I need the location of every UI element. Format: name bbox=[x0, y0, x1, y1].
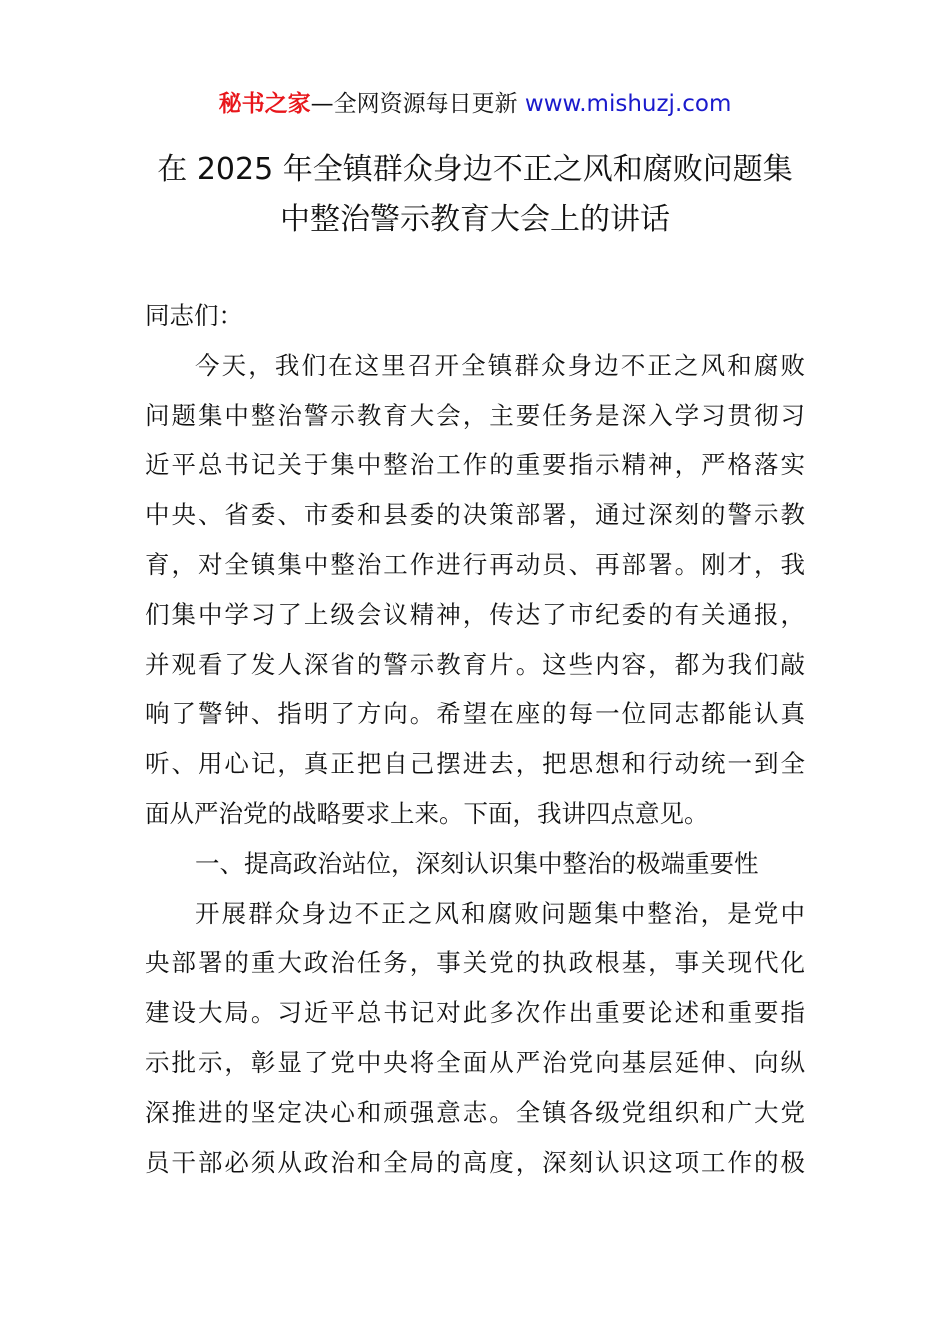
header-tagline: —全网资源每日更新 bbox=[310, 91, 525, 117]
document-body bbox=[145, 294, 805, 1190]
text-line: 员干部必须从政治和全局的高度，深刻认识这项工作的极 bbox=[145, 1147, 805, 1177]
text-line: 央部署的重大政治任务，事关党的执政根基，事关现代化 bbox=[145, 948, 805, 978]
title-line-1: 在 2025 年全镇群众身边不正之风和腐败问题集 bbox=[157, 152, 793, 187]
text-line: 听、用心记，真正把自己摆进去，把思想和行动统一到全 bbox=[145, 749, 805, 779]
section-heading-1: 一、提高政治站位，深刻认识集中整治的极端重要性 bbox=[195, 848, 759, 878]
text-line: 开展群众身边不正之风和腐败问题集中整治，是党中 bbox=[195, 898, 805, 928]
text-line: 问题集中整治警示教育大会，主要任务是深入学习贯彻习 bbox=[145, 400, 805, 430]
text-line: 建设大局。习近平总书记对此多次作出重要论述和重要指 bbox=[145, 998, 805, 1028]
text-line: 面从严治党的战略要求上来。下面，我讲四点意见。 bbox=[145, 798, 709, 828]
site-url-link[interactable]: www.mishuzj.com bbox=[524, 91, 732, 117]
text-line: 并观看了发人深省的警示教育片。这些内容，都为我们敲 bbox=[145, 649, 805, 679]
text-line: 今天，我们在这里召开全镇群众身边不正之风和腐败 bbox=[195, 350, 805, 380]
text-line: 们集中学习了上级会议精神，传达了市纪委的有关通报， bbox=[145, 599, 805, 629]
title-line-2: 中整治警示教育大会上的讲话 bbox=[280, 202, 670, 237]
text-line: 育，对全镇集中整治工作进行再动员、再部署。刚才，我 bbox=[145, 549, 805, 579]
text-line: 中央、省委、市委和县委的决策部署，通过深刻的警示教 bbox=[145, 500, 805, 530]
text-line: 深推进的坚定决心和顽强意志。全镇各级党组织和广大党 bbox=[145, 1097, 805, 1127]
text-line: 近平总书记关于集中整治工作的重要指示精神，严格落实 bbox=[145, 450, 805, 480]
text-line: 示批示，彰显了党中央将全面从严治党向基层延伸、向纵 bbox=[145, 1047, 805, 1077]
paragraph-intro bbox=[145, 344, 805, 842]
brand-name: 秘书之家 bbox=[218, 91, 311, 117]
salutation: 同志们： bbox=[145, 301, 243, 330]
document-title bbox=[140, 145, 810, 245]
site-header bbox=[0, 86, 950, 122]
paragraph-section-1 bbox=[145, 892, 805, 1191]
text-line: 响了警钟、指明了方向。希望在座的每一位同志都能认真 bbox=[145, 699, 805, 729]
